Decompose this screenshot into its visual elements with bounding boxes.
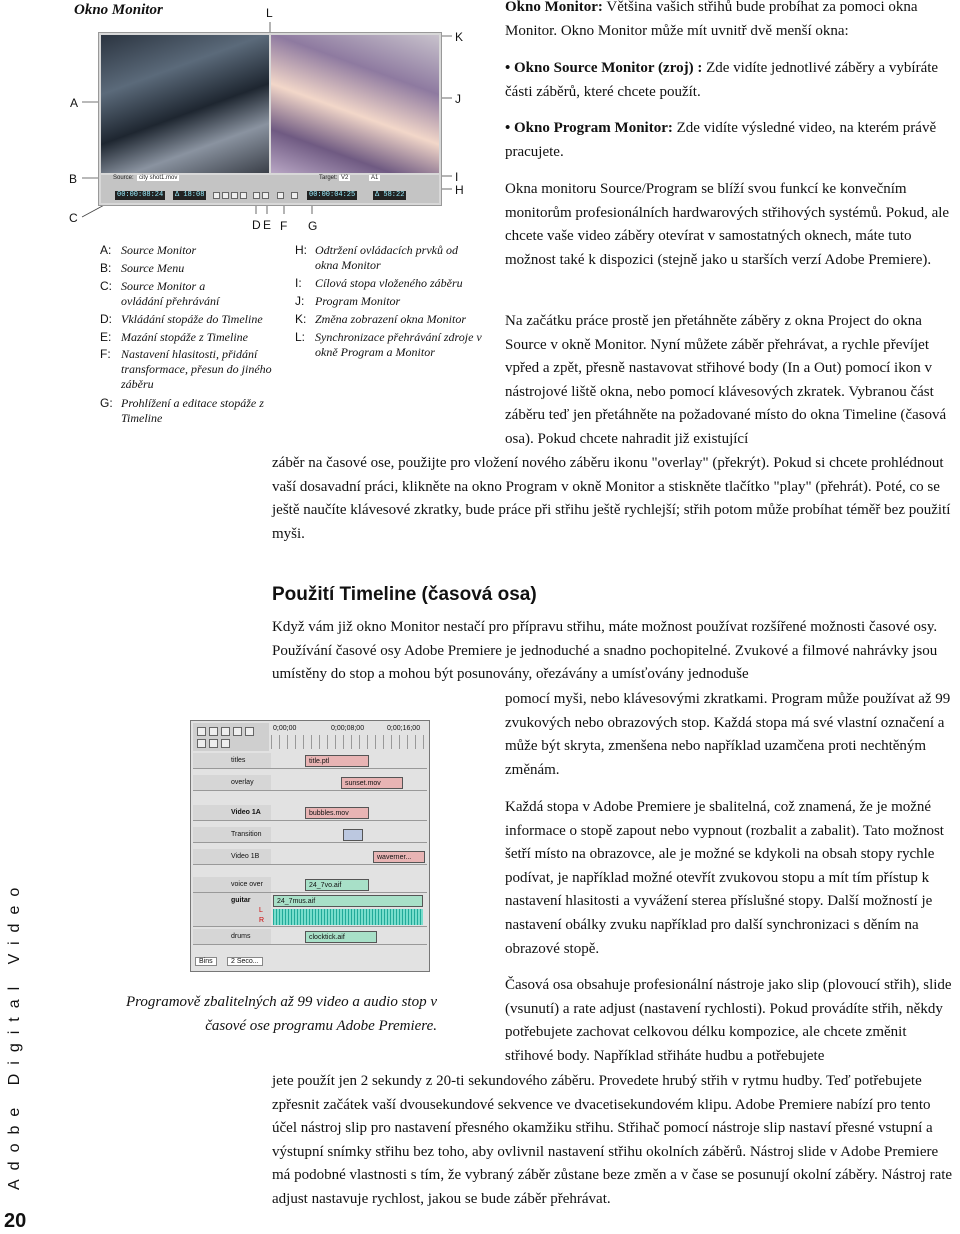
clip-sunset[interactable]: sunset.mov xyxy=(341,777,403,789)
callout-letter-j: J xyxy=(455,92,461,106)
clip-waverner[interactable]: waverner... xyxy=(373,851,425,863)
paragraph-workflow-a: Na začátku práce prostě jen přetáhněte záběry z okna Project do okna Source v okně Monitor. Nyní můžete záběr přehrávat, a rychle převíjet vpřed a zpět, přesně nastavovat střihové body (In a Out) pomocí ikon v nástrojové liště okna, nebo pomocí klávesových zkratek. Vybranou část záběru teď jen přetáhněte na požadované místo do okna Timeline (časová osa). Pokud chcete nahradit již existující xyxy=(505,313,947,447)
bullet-body: Zde vidíte jednotlivé záběry a vybíráte části záběrů, které chcete použít. xyxy=(505,60,939,100)
callout-letter-a: A xyxy=(70,96,79,110)
bullet-program-monitor xyxy=(505,117,957,164)
clip-bubbles[interactable]: bubbles.mov xyxy=(305,807,369,819)
legend-item-b: Source Menu xyxy=(121,261,185,275)
track-overlay[interactable] xyxy=(193,775,427,791)
paragraph-tools-b: jete použít jen 2 sekundy z 20-ti sekundového záběru. Provedete hrubý střih v rytmu hudby. Teď potřebujete zpřesnit začátek vaší dvousekundové sekvence ve dvacetisekundovém klipu. Adobe Premiere nabízí pro tento účel nástroj slip pro nastavení přesného okamžiku střihu. Střihač pomocí nástroje slip nastaví přesné vstupní a výstupní snímky střihu bez toho, aby ovlivnil nastavení střihu okolních záběrů. Nástroj slide v Adobe Premiere má podobné vlastnosti s tím, že vybraný záběr zůstane beze změn a v čase se posunují okolní záběry. Nástroj rate adjust nastavuje rychlost, jakou se bude záběr přehrávat. xyxy=(272,1073,953,1207)
overlay-button[interactable] xyxy=(262,192,269,199)
timeline-toolbox xyxy=(193,723,269,751)
figure-caption: Programově zbalitelných až 99 video a audio stop v časové ose programu Adobe Premiere. xyxy=(125,994,437,1034)
rate-tool-icon[interactable] xyxy=(221,739,230,748)
program-duration: Δ 58:22 xyxy=(375,191,405,199)
bullet-lead: • Okno Program Monitor: xyxy=(505,120,673,136)
legend-key-c: C: xyxy=(100,279,112,293)
legend-key-i: I: xyxy=(295,276,302,290)
track-label: overlay xyxy=(193,775,271,790)
slip-tool-icon[interactable] xyxy=(197,739,206,748)
track-video-1b[interactable] xyxy=(193,849,427,865)
legend-key-e: E: xyxy=(100,330,112,344)
legend-item-i: Cílová stopa vloženého záběru xyxy=(315,276,463,290)
time-ruler xyxy=(271,735,427,749)
legend-key-g: G: xyxy=(100,396,113,410)
legend-item-f: Nastavení hlasitosti, přidání transformace, přesun do jiného záběru xyxy=(121,347,272,391)
legend-item-j: Program Monitor xyxy=(315,294,401,308)
track-voice-over[interactable] xyxy=(193,877,427,893)
callout-letter-c: C xyxy=(69,211,78,225)
insert-button[interactable] xyxy=(253,192,260,199)
legend-item-l: Synchronizace přehrávání zdroje v okně Program a Monitor xyxy=(315,330,482,359)
track-guitar[interactable] xyxy=(193,893,427,927)
legend-item-k: Změna zobrazení okna Monitor xyxy=(315,312,466,326)
range-tool-icon[interactable] xyxy=(209,727,218,736)
clip-voice[interactable]: 24_7vo.aif xyxy=(305,879,369,891)
target-audio-select[interactable]: A1 xyxy=(371,175,379,181)
callout-letter-l: L xyxy=(266,6,273,20)
razor-tool-icon[interactable] xyxy=(233,727,242,736)
play-button[interactable] xyxy=(213,192,220,199)
legend-key-l: L: xyxy=(295,330,306,344)
page-number: 20 xyxy=(4,1210,27,1232)
paragraph-body: Většina vašich střihů bude probíhat za pomoci okna Monitor. Okno Monitor může mít uvnitř dvě menší okna: xyxy=(505,0,918,39)
track-label: drums xyxy=(193,929,271,944)
callout-letter-b: B xyxy=(69,172,78,186)
legend-key-j: J: xyxy=(295,294,305,308)
side-title-text: Adobe Digital Video xyxy=(6,878,23,1190)
legend-key-h: H: xyxy=(295,243,307,257)
legend-key-d: D: xyxy=(100,312,112,326)
ruler-end: 0;00;16;00 xyxy=(387,725,421,732)
callout-letter-g: G xyxy=(308,219,318,233)
forward-button[interactable] xyxy=(240,192,247,199)
legend-key-a: A: xyxy=(100,243,112,257)
paragraph-tools-a: Časová osa obsahuje profesionální nástroje jako slip (plovoucí střih), slide (vsunutí) a rate adjust (nastavení rychlosti). Pokud provádíte střih, někdy potřebujete zachovat celkovou délku kompozice, ale chcete změnit střihové body. Například střiháte hudbu a potřebujete xyxy=(505,977,952,1064)
zoom-select[interactable]: 2 Seco... xyxy=(227,957,263,966)
hand-tool-icon[interactable] xyxy=(245,727,254,736)
legend-item-h: Odtržení ovládacích prvků od okna Monitor xyxy=(315,243,458,272)
section-heading: Použití Timeline (časová osa) xyxy=(272,584,537,605)
legend-key-k: K: xyxy=(295,312,307,326)
selection-tool-icon[interactable] xyxy=(197,727,206,736)
callout-letter-k: K xyxy=(455,30,464,44)
legend-key-f: F: xyxy=(100,347,111,361)
legend-item-g: Prohlížení a editace stopáže z Timeline xyxy=(121,396,264,425)
source-select[interactable]: city shot1.mov xyxy=(139,175,178,181)
clip-title[interactable]: title.ptl xyxy=(305,755,369,767)
legend-item-e: Mazání stopáže z Timeline xyxy=(121,330,249,344)
callout-letter-d: D xyxy=(252,218,261,232)
target-label: Target: xyxy=(319,175,338,181)
track-label: voice over xyxy=(193,877,271,892)
track-label: titles xyxy=(193,753,271,768)
timeline-window xyxy=(190,720,430,972)
paragraph-timeline-a: Když vám již okno Monitor nestačí pro přípravu střihu, máte možnost používat rozšířené možnosti časové osy. Používání časové osy Adobe Premiere je jednoduché a snadno pochopitelné. Zvukové a filmové nahrávky jsou umístěny do stop a mohou být posunovány, ořezávány a umísťovány jednoduše xyxy=(272,619,938,683)
rewind-button[interactable] xyxy=(231,192,238,199)
track-tool-icon[interactable] xyxy=(221,727,230,736)
volume-button[interactable] xyxy=(277,192,284,199)
ruler-start: 0;00;00 xyxy=(273,725,297,732)
bins-button[interactable]: Bins xyxy=(195,957,217,966)
slide-tool-icon[interactable] xyxy=(209,739,218,748)
callout-letter-h: H xyxy=(455,183,464,197)
channel-right-label: R xyxy=(259,917,265,924)
source-label: Source: xyxy=(113,175,134,181)
paragraph-monitor-windows: Okna monitoru Source/Program se blíží svou funkcí ke konvečním monitorům profesionálních hardwarových střihových systémů. Pokud, ale chcete vaše video záběry otevírat v samostatných oknech, máte tuto možnost také k dispozici (stejně jako u starších verzí Adobe Premiere). xyxy=(505,181,950,268)
legend-item-d: Vkládání stopáže do Timeline xyxy=(121,312,263,326)
monitor-controls xyxy=(101,175,439,203)
timeline-view-button[interactable] xyxy=(291,192,298,199)
paragraph-timeline-b: pomocí myši, nebo klávesovými zkratkami. Program může používat až 99 zvukových nebo obrazových stop. Každá stopa má své vlastní označení a může být skryta, zmenšena nebo například uzamčena proti nechtěným změnám. xyxy=(505,691,951,778)
stop-button[interactable] xyxy=(222,192,229,199)
track-drums[interactable] xyxy=(193,929,427,945)
running-side-title xyxy=(6,878,28,1190)
source-timecode: 00:00:08:24 xyxy=(117,191,164,199)
clip-transition[interactable] xyxy=(343,829,363,841)
monitor-window xyxy=(98,32,442,206)
track-video-1a[interactable] xyxy=(193,805,427,821)
track-titles[interactable] xyxy=(193,753,427,769)
paragraph-okno-monitor xyxy=(505,0,957,43)
clip-guitar[interactable]: 24_7mus.aif xyxy=(273,895,423,907)
track-label: guitar xyxy=(193,893,271,926)
audio-waveform xyxy=(273,909,423,925)
channel-left-label: L xyxy=(259,907,263,914)
bullet-body: Zde vidíte výsledné video, na kterém právě pracujete. xyxy=(505,120,937,160)
callout-letter-i: I xyxy=(455,170,459,184)
bullet-source-monitor xyxy=(505,57,957,104)
callout-letter-e: E xyxy=(263,218,272,232)
legend-item-c: Source Monitor a ovládání přehrávání xyxy=(121,279,220,308)
source-monitor-image xyxy=(101,35,269,173)
bullet-lead: • Okno Source Monitor (zroj) : xyxy=(505,60,703,76)
track-label: Transition xyxy=(193,827,271,842)
legend-item-a: Source Monitor xyxy=(121,243,197,257)
paragraph-lead: Okno Monitor: xyxy=(505,0,603,15)
program-timecode: 00:00:04:25 xyxy=(309,191,356,199)
callout-letter-f: F xyxy=(280,219,288,233)
ruler-mid: 0;00;08;00 xyxy=(331,725,365,732)
program-monitor-image xyxy=(271,35,439,173)
track-label: Video 1A xyxy=(193,805,271,820)
paragraph-collapsible: Každá stopa v Adobe Premiere je sbalitelná, což znamená, že je možné informace o stopě zapout nebo vypnout (rozbalit a zabalit). Tato možnost šetří místo na obrazovce, ale je možné se kdykoli na obsah stopy rychle podívat, je například možné otevřít zvukovou stopu a mít tím přístup k nastavení hlasitosti a vyvážení sterea příslušné stopy. Další možností je nastavení obálky zvuku například pro další synchronizaci s děním na obrazové stopě. xyxy=(505,799,944,957)
track-label: Video 1B xyxy=(193,849,271,864)
legend-key-b: B: xyxy=(100,261,112,275)
track-transition[interactable] xyxy=(193,827,427,843)
source-duration: Δ 18:08 xyxy=(175,191,205,199)
clip-drums[interactable]: clocktick.aif xyxy=(305,931,377,943)
paragraph-workflow-b: záběr na časové ose, použijte pro vložení nového záběru ikonu "overlay" (překrýt). Pokud si chcete prohlédnout vaší dosavadní práci, klikněte na okno Program v okně Monitor a stiskněte tlačítko "play" (přehrát). Poté, co se ještě naučíte klávesové zkratky, bude práce při střihu ještě rychlejší; střih potom může probíhat téměř bez použití myši. xyxy=(272,455,951,542)
figure-title: Okno Monitor xyxy=(74,2,163,18)
target-video-select[interactable]: V2 xyxy=(341,175,349,181)
